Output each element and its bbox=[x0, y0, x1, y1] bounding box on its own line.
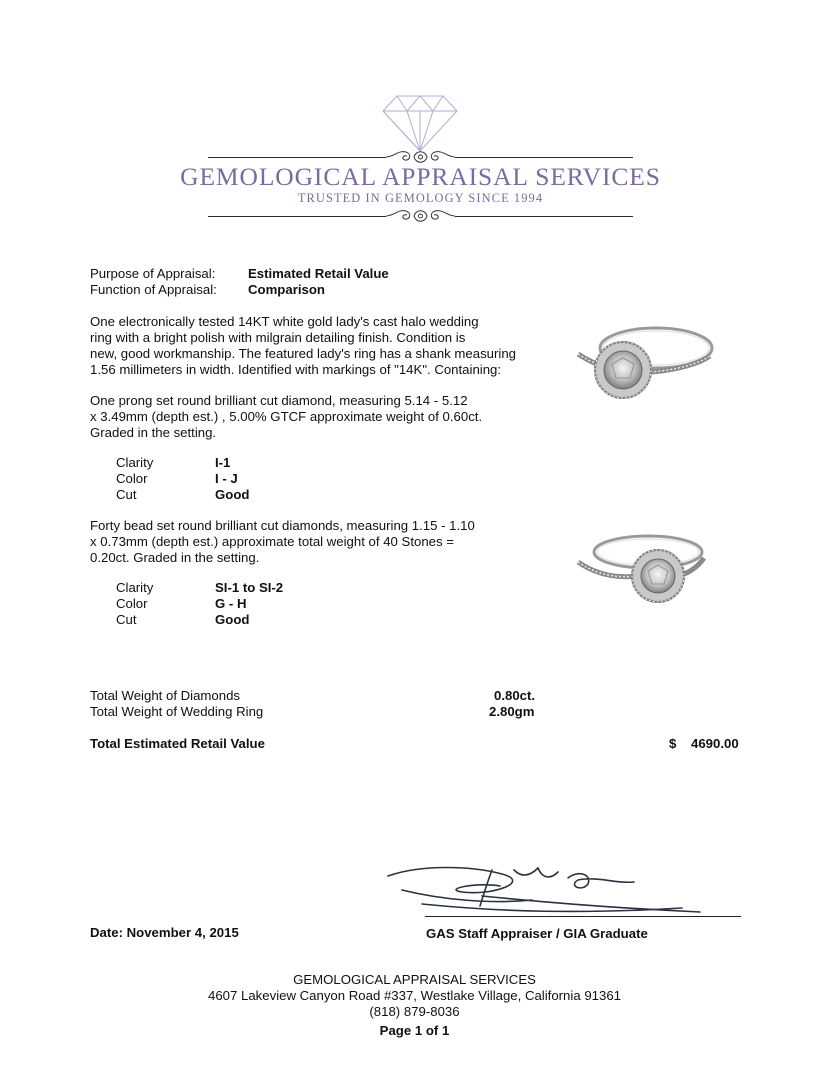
purpose-label: Purpose of Appraisal: bbox=[90, 266, 216, 281]
total-retail-value: 4690.00 bbox=[691, 736, 739, 751]
grade-value-cut: Good bbox=[215, 487, 250, 502]
center-stone-description bbox=[90, 393, 482, 441]
page-number: Page 1 of 1 bbox=[379, 1023, 450, 1038]
footer-address: 4607 Lakeview Canyon Road #337, Westlake Village, California 91361 bbox=[208, 988, 621, 1003]
diamond-icon bbox=[381, 93, 459, 153]
appraisal-date: Date: November 4, 2015 bbox=[90, 925, 239, 940]
signature-line bbox=[425, 916, 741, 917]
description-line: new, good workmanship. The featured lady's ring has a shank measuring bbox=[90, 346, 516, 361]
total-ring-label: Total Weight of Wedding Ring bbox=[90, 704, 264, 719]
ring-photo-bottom bbox=[574, 528, 708, 612]
appraiser-title: GAS Staff Appraiser / GIA Graduate bbox=[426, 926, 648, 941]
center-stone-line: One prong set round brilliant cut diamond, measuring 5.14 - 5.12 bbox=[90, 393, 468, 408]
side-stones-line: Forty bead set round brilliant cut diamonds, measuring 1.15 - 1.10 bbox=[90, 518, 475, 533]
currency-symbol: $ bbox=[669, 736, 677, 751]
grade-value-clarity: I-1 bbox=[215, 455, 231, 470]
total-diamonds-label: Total Weight of Diamonds bbox=[90, 688, 241, 703]
grade-label-clarity: Clarity bbox=[116, 455, 154, 470]
center-stone-line: x 3.49mm (depth est.) , 5.00% GTCF approximate weight of 0.60ct. bbox=[90, 409, 483, 424]
header-rule-bottom bbox=[208, 216, 386, 217]
grade-value-color: I - J bbox=[215, 471, 238, 486]
company-tagline: TRUSTED IN GEMOLOGY SINCE 1994 bbox=[297, 191, 544, 205]
flourish-ornament-bottom bbox=[384, 205, 457, 227]
side-grade-value-color: G - H bbox=[215, 596, 247, 611]
center-stone-line: Graded in the setting. bbox=[90, 425, 217, 440]
total-ring-value: 2.80gm bbox=[489, 704, 535, 719]
header-rule-bottom-right bbox=[455, 216, 633, 217]
header-rule-top bbox=[208, 157, 386, 158]
grade-label-color: Color bbox=[116, 471, 148, 486]
ring-description bbox=[90, 314, 516, 378]
appraiser-signature bbox=[382, 856, 712, 920]
footer-company: GEMOLOGICAL APPRAISAL SERVICES bbox=[293, 972, 536, 987]
function-label: Function of Appraisal: bbox=[90, 282, 217, 297]
purpose-value: Estimated Retail Value bbox=[248, 266, 389, 281]
side-grade-label-clarity: Clarity bbox=[116, 580, 154, 595]
side-stones-line: 0.20ct. Graded in the setting. bbox=[90, 550, 260, 565]
company-logo-title: GEMOLOGICAL APPRAISAL SERVICES bbox=[180, 162, 661, 191]
side-stones-description bbox=[90, 518, 475, 566]
description-line: 1.56 millimeters in width. Identified with markings of "14K". Containing: bbox=[90, 362, 502, 377]
ring-photo-top bbox=[572, 318, 714, 410]
side-grade-label-cut: Cut bbox=[116, 612, 137, 627]
total-retail-label: Total Estimated Retail Value bbox=[90, 736, 265, 751]
total-diamonds-value: 0.80ct. bbox=[494, 688, 536, 703]
header-rule-top-right bbox=[455, 157, 633, 158]
side-grade-value-clarity: SI-1 to SI-2 bbox=[215, 580, 284, 595]
side-stones-line: x 0.73mm (depth est.) approximate total weight of 40 Stones = bbox=[90, 534, 454, 549]
description-line: One electronically tested 14KT white gold lady's cast halo wedding bbox=[90, 314, 479, 329]
description-line: ring with a bright polish with milgrain detailing finish. Condition is bbox=[90, 330, 466, 345]
side-grade-label-color: Color bbox=[116, 596, 148, 611]
side-grade-value-cut: Good bbox=[215, 612, 250, 627]
grade-label-cut: Cut bbox=[116, 487, 137, 502]
footer-phone: (818) 879-8036 bbox=[369, 1004, 460, 1019]
function-value: Comparison bbox=[248, 282, 325, 297]
